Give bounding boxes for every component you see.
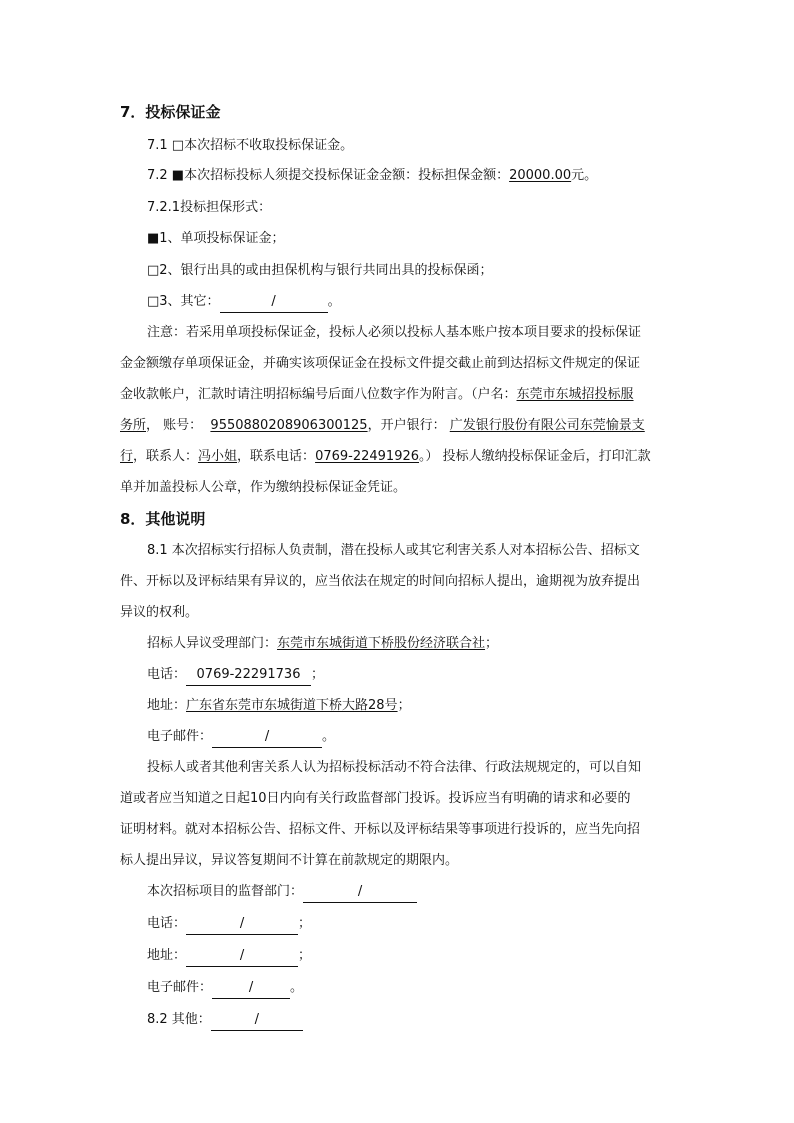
- supervision-dept-value: /: [303, 882, 417, 903]
- note-line: 单并加盖投标人公章，作为缴纳投标保证金凭证。: [120, 480, 407, 495]
- other-item-8-2: 8.2 其他： /: [147, 1010, 303, 1031]
- para-8-1-line: 件、开标以及评标结果有异议的，应当依法在规定的时间向招标人提出，逾期视为放弃提出: [120, 574, 641, 589]
- contact-person: 冯小姐: [198, 449, 238, 464]
- account-name: 东莞市东城招投标服: [516, 387, 634, 402]
- item-7-2-1: 7.2.1投标担保形式：: [147, 200, 272, 215]
- note-line: 金金额缴存单项保证金，并确实该项保证金在投标文件提交截止前到达招标文件规定的保证: [120, 356, 641, 371]
- contact-phone: 0769-22491926: [315, 449, 420, 464]
- bid-bond-amount: 20000.00: [509, 168, 572, 183]
- note-line: 务所， 账号： 9550880208906300125，开户银行： 广发银行股份有限公司东莞愉景支: [120, 418, 645, 433]
- guarantee-option-3: □3、其它： / 。: [147, 292, 341, 313]
- objection-phone-value: 0769-22291736: [186, 665, 311, 686]
- other-item-8-2-value: /: [211, 1010, 303, 1031]
- supervision-phone: 电话： / ；: [147, 914, 311, 935]
- supervision-address: 地址： / ；: [147, 946, 311, 967]
- note-line: 金收款帐户，汇款时请注明招标编号后面八位数字作为附言。（户名：东莞市东城招投标服: [120, 387, 634, 402]
- bank-name-cont: 行: [120, 449, 134, 464]
- supervision-email-value: /: [212, 978, 290, 999]
- objection-phone: 电话： 0769-22291736 ；: [147, 665, 324, 686]
- note-line: 注意：若采用单项投标保证金，投标人必须以投标人基本账户按本项目要求的投标保证: [147, 325, 642, 340]
- supervision-address-value: /: [186, 946, 298, 967]
- objection-email: 电子邮件： / 。: [147, 727, 335, 748]
- account-name-cont: 务所: [120, 418, 147, 433]
- section-8-title: 8．其他说明: [120, 510, 206, 528]
- objection-address-value: 广东省东莞市东城街道下桥大路28号: [186, 698, 398, 713]
- complaint-para-line: 道或者应当知道之日起10日内向有关行政监督部门投诉。投诉应当有明确的请求和必要的: [120, 791, 631, 806]
- supervision-phone-value: /: [186, 914, 298, 935]
- complaint-para-line: 标人提出异议，异议答复期间不计算在前款规定的期限内。: [120, 853, 459, 868]
- section-7-title: 7．投标保证金: [120, 103, 221, 121]
- guarantee-option-3-blank: /: [220, 292, 328, 313]
- objection-address: 地址：广东省东莞市东城街道下桥大路28号；: [147, 698, 411, 713]
- item-7-1: 7.1 □本次招标不收取投标保证金。: [147, 138, 354, 153]
- objection-dept-value: 东莞市东城街道下桥股份经济联合社: [277, 636, 486, 651]
- guarantee-option-1: ■1、单项投标保证金；: [147, 231, 285, 246]
- supervision-email: 电子邮件： / 。: [147, 978, 303, 999]
- item-7-2: 7.2 ■本次招标投标人须提交投标保证金金额：投标担保金额：20000.00元。: [147, 168, 598, 183]
- supervision-dept: 本次招标项目的监督部门： /: [147, 882, 417, 903]
- complaint-para-line: 证明材料。就对本招标公告、招标文件、开标以及评标结果等事项进行投诉的，应当先向招: [120, 822, 641, 837]
- account-number: 9550880208906300125: [210, 418, 368, 433]
- objection-dept: 招标人异议受理部门：东莞市东城街道下桥股份经济联合社；: [147, 636, 499, 651]
- complaint-para-line: 投标人或者其他利害关系人认为招标投标活动不符合法律、行政法规规定的，可以自知: [147, 760, 642, 775]
- objection-email-value: /: [212, 727, 322, 748]
- note-line: 行，联系人：冯小姐，联系电话：0769-22491926。） 投标人缴纳投标保证金后，打印汇款: [120, 449, 651, 464]
- bank-name: 广发银行股份有限公司东莞愉景支: [449, 418, 645, 433]
- para-8-1-line: 8.1 本次招标实行招标人负责制，潜在投标人或其它利害关系人对本招标公告、招标文: [147, 543, 640, 558]
- para-8-1-line: 异议的权利。: [120, 605, 199, 620]
- guarantee-option-2: □2、银行出具的或由担保机构与银行共同出具的投标保函；: [147, 263, 493, 278]
